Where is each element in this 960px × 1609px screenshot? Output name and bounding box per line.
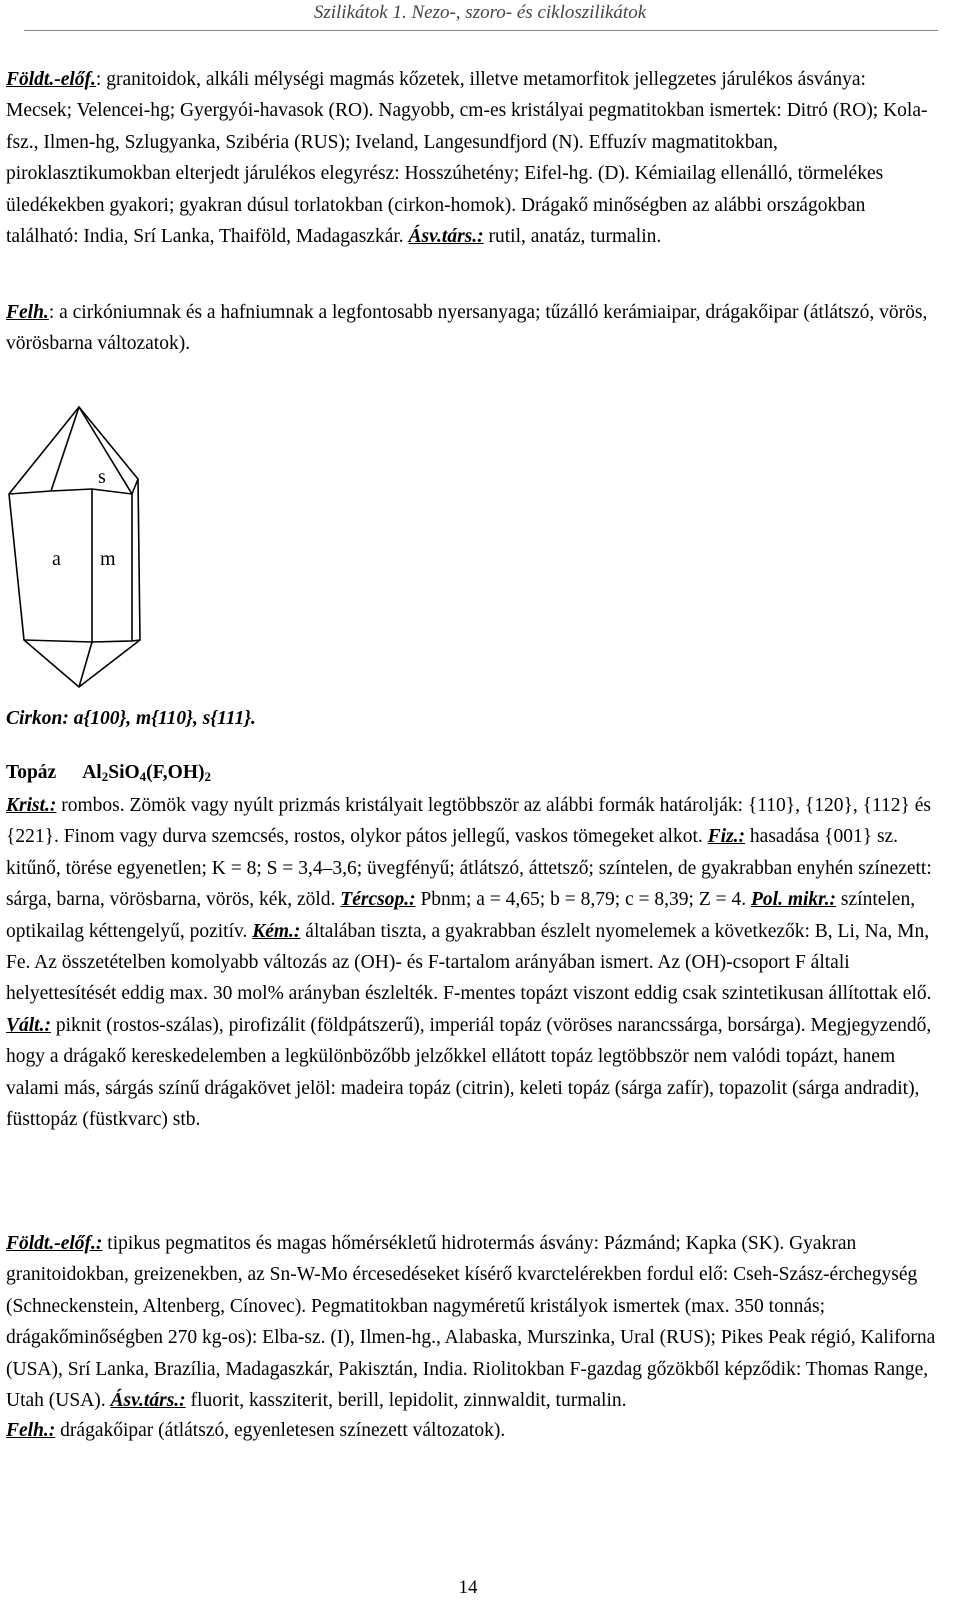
crystal-edge xyxy=(51,489,92,491)
label-pol-mikr: Pol. mikr.: xyxy=(750,889,837,911)
label-felh: Felh.: xyxy=(6,1420,56,1441)
topaz-asv-text: fluorit, kassziterit, berill, lepidolit, zinnwaldit, turmalin. xyxy=(185,1390,627,1412)
chemical-formula: $Al_2SiO_4(F,OH)_2$ xyxy=(82,762,211,784)
topaz-tercs-text: Pbnm; a = 4,65; b = 8,79; c = 8,39; Z = 4. xyxy=(415,889,751,911)
topaz-occurrence-paragraph xyxy=(6,1228,936,1416)
label-kem: Kém.: xyxy=(252,920,301,942)
topaz-krist-text: rombos. Zömök vagy nyúlt prizmás kristályait legtöbbször az alábbi formák határolják: {110}, {120}, {112} és {221}. Finom vagy durva szemcsés, rostos, olykor pátos jellegű, vaskos tömegeket alkot. xyxy=(6,795,931,848)
topaz-pol-text: színtelen, optikailag kéttengelyű, pozitív. xyxy=(6,889,916,942)
mineral-name: Topáz xyxy=(6,762,57,783)
crystal-edge xyxy=(9,491,51,494)
label-felh: Felh. xyxy=(6,302,49,323)
face-label-s: s xyxy=(98,466,106,488)
crystal-edge xyxy=(51,407,79,491)
topaz-kem-text: általában tiszta, a gyakrabban észlelt nyomelemek a következők: B, Li, Na, Mn, Fe. Az összetételben komolyabb változás az (OH)- és F-tartalom arányában ismert. Az (OH)-csoport F általi helyettesítését eddig max. 30 mol% arányban észlelték. F-mentes topázt viszont eddig csak szintetikusan állítottak elő. xyxy=(6,920,932,1005)
crystal-edge xyxy=(92,641,132,642)
topaz-fiz-text: hasadása {001} sz. kitűnő, törése egyenetlen; K = 8; S = 3,4–3,6; üvegfényű; átlátszó, áttetsző; színtelen, de gyakrabban enyhén színezett: sárga, barna, vörösbarna, vörös, kék, zöld. xyxy=(6,826,932,911)
label-krist: Krist.: xyxy=(6,795,57,816)
topaz-usage-paragraph xyxy=(6,1415,936,1446)
page-number: 14 xyxy=(458,1577,478,1598)
topaz-felh-text: drágakőipar (átlátszó, egyenletesen színezett változatok). xyxy=(55,1420,506,1441)
crystal-edge xyxy=(92,489,132,494)
zircon-felh-text: : a cirkóniumnak és a hafniumnak a legfontosabb nyersanyaga; tűzálló kerámiaipar, drágakőipar (átlátszó, vörös, vörösbarna változatok). xyxy=(6,302,928,355)
face-label-m: m xyxy=(100,548,116,570)
zircon-occurrence-paragraph xyxy=(6,64,936,252)
face-label-a: a xyxy=(52,548,61,570)
figure-caption: Cirkon: a{100}, m{110}, s{111}. xyxy=(6,708,256,729)
running-header: Szilikátok 1. Nezo-, szoro- és cikloszilikátok xyxy=(313,2,647,23)
label-valt: Vált.: xyxy=(6,1014,51,1036)
label-foldt-elof: Földt.-előf. xyxy=(6,69,96,90)
label-asv-tars: Ásv.társ.: xyxy=(408,226,484,248)
topaz-foldt-text: tipikus pegmatitos és magas hőmérsékletű hidrotermás ásvány: Pázmánd; Kapka (SK). Gyakran granitoidokban, greizenekben, az Sn-W-Mo ércesedéseket kísérő kvarctelérekben fordul elő: Cseh-Szász-érchegység (Schneckenstein, Altenberg, Cínovec). Pegmatitokban nagyméretű kristályok ismertek (max. 350 tonnás; drágakőminőségben 270 kg-os): Elba-sz. (I), Ilmen-hg., Alabaska, Murszinka, Ural (RUS); Pikes Peak régió, Kaliforna (USA), Srí Lanka, Brazília, Madagaszkár, Pakisztán, India. Riolitokban F-gazdag gőzökből képződik: Thomas Range, Utah (USA). xyxy=(6,1233,936,1412)
zircon-usage-paragraph xyxy=(6,297,936,360)
zircon-foldt-text: : granitoidok, alkáli mélységi magmás kőzetek, illetve metamorfitok jellegzetes járulékos ásványa: Mecsek; Velencei-hg; Gyergyói-havasok (RO). Nagyobb, cm-es kristályai pegmatitokban ismertek: Ditró (RO); Kola-fsz., Ilmen-hg, Szlugyanka, Szibéria (RUS); Iveland, Langesundfjord (N). Effuzív magmatitokban, piroklasztikumokban elterjedt járulékos elegyrész: Hosszúhetény; Eifel-hg. (D). Kémiailag ellenálló, törmelékes üledékekben gyakori; gyakran dúsul torlatokban (cirkon-homok). Drágakő minőségben az alábbi országokban található: India, Srí Lanka, Thaiföld, Madagaszkár. xyxy=(6,69,928,248)
crystal-outline xyxy=(9,407,140,687)
label-asv-tars: Ásv.társ.: xyxy=(110,1390,186,1412)
crystal-edge xyxy=(132,479,138,494)
header-rule xyxy=(24,30,938,31)
label-fiz: Fiz.: xyxy=(707,826,746,848)
topaz-heading xyxy=(6,762,211,784)
topaz-valt-text: piknit (rostos-szálas), pirofizálit (földpátszerű), imperiál topáz (vöröses narancssárga, borsárga). Megjegyzendő, hogy a drágakő kereskedelemben a legkülönbözőbb jelzőkkel ellátott topáz legtöbbször nem valódi topázt, hanem valami más, sárgás színű drágakövet jelöl: madeira topáz (citrin), keleti topáz (sárga zafír), topazolit (sárga andradit), füsttopáz (füstkvarc) stb. xyxy=(6,1014,932,1131)
topaz-description-paragraph xyxy=(6,790,936,1135)
crystal-edge xyxy=(24,640,92,642)
zircon-crystal-figure xyxy=(6,405,166,690)
zircon-asv-text: rutil, anatáz, turmalin. xyxy=(483,226,662,248)
crystal-edge xyxy=(132,640,140,641)
label-tercsop: Tércsop.: xyxy=(340,889,416,911)
crystal-edge xyxy=(79,642,92,687)
label-foldt-elof: Földt.-előf.: xyxy=(6,1233,103,1254)
